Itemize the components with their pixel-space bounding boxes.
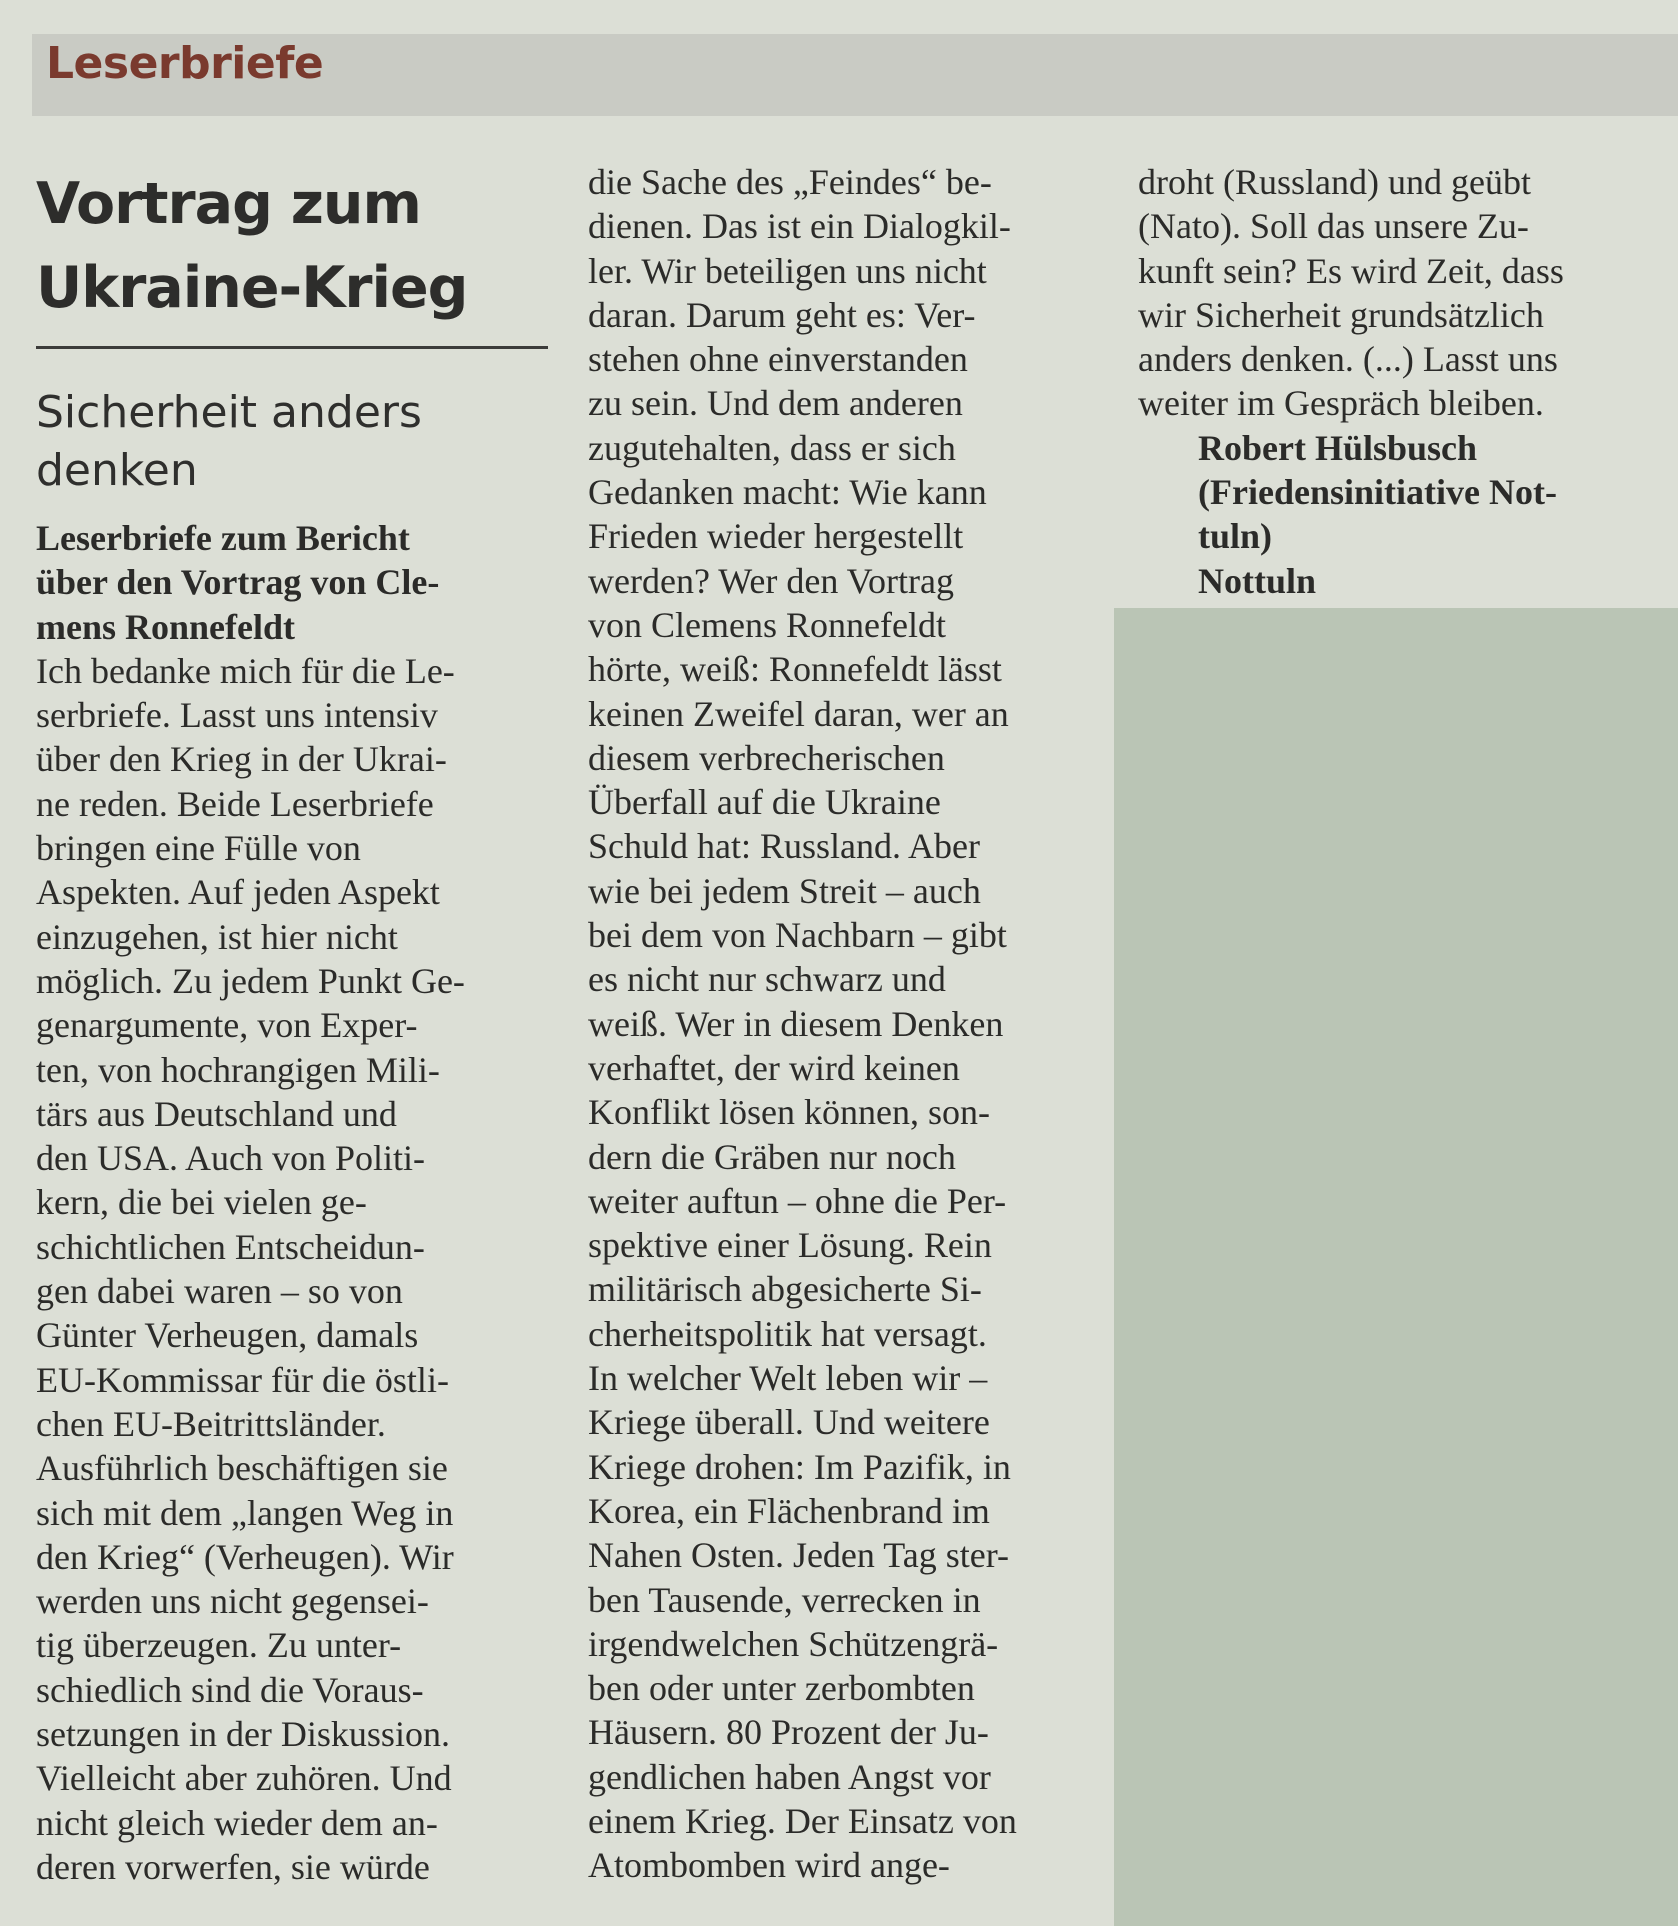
text-line: ler. Wir beteiligen uns nicht xyxy=(588,250,987,291)
article-column-2 xyxy=(588,160,1017,1888)
text-line: Konflikt lösen können, son- xyxy=(588,1092,990,1133)
text-line: Häusern. 80 Prozent der Ju- xyxy=(588,1712,989,1753)
text-line: daran. Darum geht es: Ver- xyxy=(588,294,976,335)
text-line: cherheitspolitik hat versagt. xyxy=(588,1313,987,1354)
text-line: weiter auftun – ohne die Per- xyxy=(588,1180,1007,1221)
article-subheadline xyxy=(36,384,556,500)
text-line: ben oder unter zerbombten xyxy=(588,1668,975,1709)
text-line: spektive einer Lösung. Rein xyxy=(588,1225,992,1266)
text-line: Frieden wieder hergestellt xyxy=(588,516,964,557)
text-line: serbriefe. Lasst uns intensiv xyxy=(36,695,438,736)
text-line: möglich. Zu jedem Punkt Ge- xyxy=(36,960,465,1001)
subhead-line: denken xyxy=(36,445,198,496)
text-line: mens Ronnefeldt xyxy=(36,606,295,647)
text-line: über den Krieg in der Ukrai- xyxy=(36,739,447,780)
text-line: (Nato). Soll das unsere Zu- xyxy=(1138,206,1529,247)
text-line: militärisch abgesicherte Si- xyxy=(588,1269,982,1310)
text-line: Kriege überall. Und weitere xyxy=(588,1402,990,1443)
text-line: kern, die bei vielen ge- xyxy=(36,1182,367,1223)
text-line: bringen eine Fülle von xyxy=(36,828,361,869)
section-label: Leserbriefe xyxy=(46,38,324,89)
text-line: ben Tausende, verrecken in xyxy=(588,1579,981,1620)
headline-divider xyxy=(36,346,548,349)
text-line: Ich bedanke mich für die Le- xyxy=(36,650,455,691)
text-line: den USA. Auch von Politi- xyxy=(36,1138,426,1179)
text-line: schiedlich sind die Voraus- xyxy=(36,1669,424,1710)
text-line: verhaftet, der wird keinen xyxy=(588,1047,960,1088)
text-line: gen dabei waren – so von xyxy=(36,1271,403,1312)
text-line: chen EU-Beitrittsländer. xyxy=(36,1403,386,1444)
text-line: weiß. Wer in diesem Denken xyxy=(588,1003,1004,1044)
article-headline xyxy=(36,162,556,330)
text-line: gendlichen haben Angst vor xyxy=(588,1756,991,1797)
empty-area xyxy=(1114,608,1678,1926)
subhead-line: Sicherheit anders xyxy=(36,387,422,438)
text-line: werden? Wer den Vortrag xyxy=(588,560,954,601)
text-line: Leserbriefe zum Bericht xyxy=(36,518,410,558)
text-line: sich mit dem „langen Weg in xyxy=(36,1492,454,1533)
text-line: über den Vortrag von Cle- xyxy=(36,562,440,603)
text-line: schichtlichen Entscheidun- xyxy=(36,1226,425,1267)
text-line: die Sache des „Feindes“ be- xyxy=(588,162,992,202)
text-line: irgendwelchen Schützengrä- xyxy=(588,1623,999,1664)
text-line: Nahen Osten. Jeden Tag ster- xyxy=(588,1535,1009,1576)
text-line: (Friedensinitiative Not- xyxy=(1198,472,1557,513)
text-line: Vielleicht aber zuhören. Und xyxy=(36,1758,452,1799)
text-line: Ausführlich beschäftigen sie xyxy=(36,1448,448,1489)
text-line: deren vorwerfen, sie würde xyxy=(36,1846,430,1887)
text-line: einzugehen, ist hier nicht xyxy=(36,916,398,957)
article-column-1 xyxy=(36,516,465,1889)
text-line: Überfall auf die Ukraine xyxy=(588,782,941,823)
text-line: ten, von hochrangigen Mili- xyxy=(36,1049,440,1090)
text-line: stehen ohne einverstanden xyxy=(588,339,968,380)
text-line: nicht gleich wieder dem an- xyxy=(36,1802,438,1843)
text-line: hörte, weiß: Ronnefeldt lässt xyxy=(588,649,1002,690)
text-line: setzungen in der Diskussion. xyxy=(36,1714,450,1755)
text-line: Schuld hat: Russland. Aber xyxy=(588,826,980,867)
text-line: Aspekten. Auf jeden Aspekt xyxy=(36,872,440,913)
text-line: wir Sicherheit grundsätzlich xyxy=(1138,294,1544,335)
article-column-3 xyxy=(1138,160,1564,603)
text-line: EU-Kommissar für die östli- xyxy=(36,1359,449,1400)
text-line: Gedanken macht: Wie kann xyxy=(588,472,987,513)
text-line: keinen Zweifel daran, wer an xyxy=(588,693,1009,734)
text-line: droht (Russland) und geübt xyxy=(1138,162,1531,202)
text-line: werden uns nicht gegensei- xyxy=(36,1581,429,1622)
text-line: diesem verbrecherischen xyxy=(588,737,945,778)
text-line: wie bei jedem Streit – auch xyxy=(588,870,981,911)
text-line: Nottuln xyxy=(1198,560,1317,601)
text-line: Kriege drohen: Im Pazifik, in xyxy=(588,1446,1011,1487)
text-line: weiter im Gespräch bleiben. xyxy=(1138,383,1544,424)
text-line: tig überzeugen. Zu unter- xyxy=(36,1625,402,1666)
headline-line: Vortrag zum xyxy=(36,171,421,237)
text-line: den Krieg“ (Verheugen). Wir xyxy=(36,1536,454,1577)
text-line: einem Krieg. Der Einsatz von xyxy=(588,1800,1017,1841)
text-line: In welcher Welt leben wir – xyxy=(588,1358,988,1399)
text-line: anders denken. (...) Lasst uns xyxy=(1138,339,1558,380)
text-line: Atombomben wird ange- xyxy=(588,1845,950,1886)
text-line: von Clemens Ronnefeldt xyxy=(588,604,946,645)
text-line: tuln) xyxy=(1198,516,1273,557)
text-line: zu sein. Und dem anderen xyxy=(588,383,963,424)
text-line: Robert Hülsbusch xyxy=(1198,427,1478,468)
text-line: es nicht nur schwarz und xyxy=(588,959,946,1000)
text-line: Günter Verheugen, damals xyxy=(36,1315,419,1356)
headline-line: Ukraine-Krieg xyxy=(36,255,468,321)
text-line: zugutehalten, dass er sich xyxy=(588,427,956,468)
text-line: kunft sein? Es wird Zeit, dass xyxy=(1138,250,1564,291)
text-line: ne reden. Beide Leserbriefe xyxy=(36,783,434,824)
text-line: dienen. Das ist ein Dialogkil- xyxy=(588,206,1011,247)
text-line: Korea, ein Flächenbrand im xyxy=(588,1490,990,1531)
text-line: tärs aus Deutschland und xyxy=(36,1093,397,1134)
text-line: dern die Gräben nur noch xyxy=(588,1136,956,1177)
text-line: genargumente, von Exper- xyxy=(36,1005,418,1046)
text-line: bei dem von Nachbarn – gibt xyxy=(588,915,1007,956)
